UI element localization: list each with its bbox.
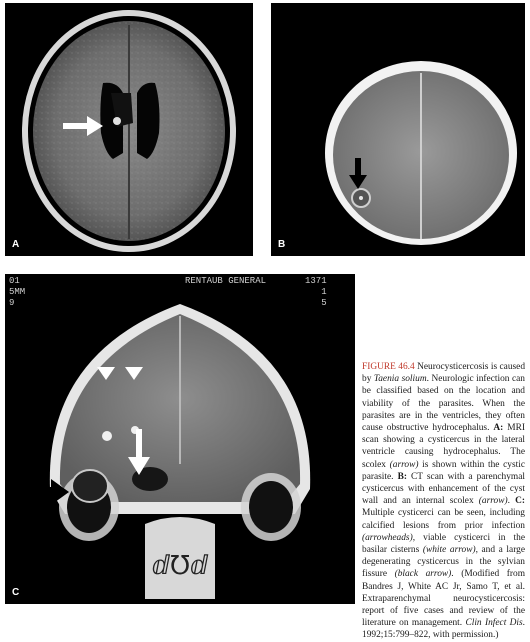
figure-caption — [362, 361, 525, 642]
caption-part: (black arrow) — [394, 569, 452, 580]
caption-part: . 1992;15:799–822, with permission.) — [362, 618, 526, 641]
caption-part: A: — [493, 423, 504, 434]
figure-label: FIGURE 46.4 — [362, 362, 415, 372]
caption-part: MRI scan showing a cysticercus in the lateral ventricle causing hydrocephalus. The scolex — [362, 423, 525, 470]
caption-part: (white arrow) — [422, 545, 476, 556]
caption-part: . (Modified from Bandres J, White AC Jr, Samo T, et al. Extraparenchymal neurocysticercosis: report of five cases and review of the literature on management. — [362, 569, 526, 629]
caption-part: C: — [515, 496, 526, 507]
caption-part: Multiple cysticerci can be seen, including calcified lesions from prior infection — [362, 508, 525, 531]
ct-coronal-scan — [5, 274, 355, 604]
caption-part: is shown within the cystic parasite. — [362, 459, 526, 482]
panel-c-letter: C — [12, 587, 20, 598]
panel-b-ct-image — [271, 3, 525, 256]
caption-body — [362, 362, 525, 640]
scan-overlay-center: RENTAUB GENERAL — [185, 276, 267, 286]
caption-part: . Neurologic infection can be classified based on the location and viability of the parasites. When the parasites are in the ventricles, they often cause obstructive hydrocephalus. — [362, 374, 525, 434]
caption-part: , viable cysticerci in the basilar cisterns — [362, 532, 525, 556]
caption-part: Neurocysticercosis is caused by — [362, 362, 526, 385]
panel-a-mri-image — [5, 3, 253, 256]
caption-part: Taenia solium — [373, 374, 427, 385]
scan-overlay-left: 01 5MM 9 — [9, 276, 26, 308]
caption-part: (arrowheads) — [362, 532, 413, 543]
caption-part: . — [507, 496, 516, 507]
caption-part: Clin Infect Dis — [465, 618, 523, 629]
panel-b-letter: B — [278, 239, 286, 250]
caption-part: (arrow) — [389, 459, 419, 470]
caption-part: , and a large degenerating cysticercus in the sylvian fissure — [362, 545, 525, 580]
sinus-shape: ⅆ℧ⅆ — [151, 551, 209, 580]
caption-part: CT scan with a parenchymal cysticercus with enhancement of the cyst wall and an internal scolex — [362, 471, 525, 507]
panel-c-ct-image — [5, 274, 355, 604]
scan-overlay-right: 1371 1 5 — [305, 276, 327, 308]
caption-part: (arrow) — [478, 496, 508, 507]
mri-axial-scan — [5, 3, 253, 256]
caption-part: B: — [397, 471, 407, 482]
panel-a-letter: A — [12, 239, 20, 250]
ct-axial-scan — [271, 3, 525, 256]
